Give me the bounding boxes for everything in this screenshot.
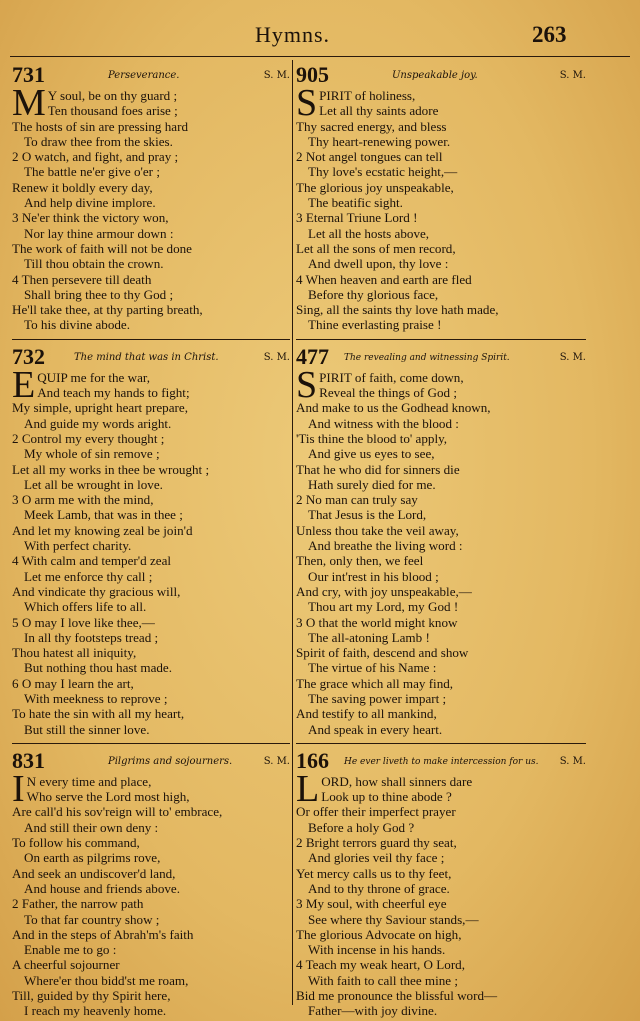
verse-line bbox=[296, 302, 586, 317]
verse-line-text: 4 When heaven and earth are fled bbox=[296, 271, 472, 287]
verse-line bbox=[12, 538, 290, 553]
hymn-separator bbox=[296, 737, 586, 744]
verse-line-text: With incense in his hands. bbox=[308, 942, 446, 958]
verse-line bbox=[296, 866, 586, 881]
verse-line-text: The all-atoning Lamb ! bbox=[308, 629, 430, 645]
hymn-verses bbox=[296, 363, 586, 737]
verse-line bbox=[296, 584, 586, 599]
verse-line-text: Unless thou take the veil away, bbox=[296, 522, 459, 538]
verse-line bbox=[296, 210, 586, 225]
verse-line bbox=[12, 88, 290, 103]
hymn-verses bbox=[12, 767, 290, 1019]
verse-line-text: 4 Teach my weak heart, O Lord, bbox=[296, 957, 465, 973]
verse-line-text: Shall bring thee to thy God ; bbox=[24, 286, 174, 302]
drop-cap: E bbox=[12, 363, 36, 406]
hymn-heading bbox=[296, 62, 586, 88]
verse-line-text: To follow his command, bbox=[12, 835, 140, 851]
verse-line-text: Are call'd his sov'reign will to' embrace, bbox=[12, 804, 223, 820]
verse-line bbox=[12, 660, 290, 675]
verse-line bbox=[296, 957, 586, 972]
verse-line bbox=[12, 1003, 290, 1018]
verse-line bbox=[12, 256, 290, 271]
hymn-number: 831 bbox=[12, 747, 45, 773]
verse-line-text: The hosts of sin are pressing hard bbox=[12, 118, 188, 134]
verse-line bbox=[12, 988, 290, 1003]
verse-line-text: Yet mercy calls us to thy feet, bbox=[296, 865, 452, 881]
verse-line-text: 2 Not angel tongues can tell bbox=[296, 149, 443, 165]
verse-line bbox=[12, 789, 290, 804]
verse-line-text: That he who did for sinners die bbox=[296, 461, 460, 477]
hymn-731 bbox=[12, 62, 290, 340]
verse-line bbox=[296, 119, 586, 134]
verse-line-text: Sing, all the saints thy love hath made, bbox=[296, 302, 499, 318]
verse-line-text: Before thy glorious face, bbox=[308, 286, 439, 302]
verse-line bbox=[12, 431, 290, 446]
verse-line-text: Enable me to go : bbox=[24, 942, 117, 958]
verse-line bbox=[12, 722, 290, 737]
verse-line bbox=[296, 912, 586, 927]
hymn-verses bbox=[296, 767, 586, 1019]
verse-line-text: Let all thy saints adore bbox=[319, 103, 439, 119]
hymn-meter: S. M. bbox=[263, 70, 290, 81]
verse-line-text: Spirit of faith, descend and show bbox=[296, 645, 469, 661]
verse-line bbox=[12, 164, 290, 179]
verse-line bbox=[296, 134, 586, 149]
verse-line-text: To hate the sin with all my heart, bbox=[12, 706, 185, 722]
verse-line bbox=[296, 660, 586, 675]
verse-line bbox=[12, 462, 290, 477]
verse-line bbox=[12, 881, 290, 896]
verse-line-text: The glorious Advocate on high, bbox=[296, 926, 462, 942]
hymn-meter: S. M. bbox=[263, 351, 290, 363]
verse-line bbox=[296, 477, 586, 492]
verse-line-text: And let my knowing zeal be join'd bbox=[12, 522, 193, 538]
hymn-831 bbox=[12, 748, 290, 1019]
verse-line-text: Look up to thine abode ? bbox=[321, 789, 452, 805]
verse-line bbox=[296, 988, 586, 1003]
verse-line bbox=[296, 149, 586, 164]
verse-line bbox=[296, 88, 586, 103]
verse-line bbox=[296, 164, 586, 179]
verse-line bbox=[296, 569, 586, 584]
verse-line-text: Thou hatest all iniquity, bbox=[12, 645, 137, 661]
verse-line-text: PIRIT of faith, come down, bbox=[319, 369, 464, 385]
verse-line bbox=[12, 180, 290, 195]
hymn-verses bbox=[12, 363, 290, 737]
left-column bbox=[12, 60, 290, 1019]
verse-line bbox=[296, 835, 586, 850]
verse-line bbox=[12, 370, 290, 385]
verse-line bbox=[12, 615, 290, 630]
verse-line-text: 3 My soul, with cheerful eye bbox=[296, 896, 447, 912]
verse-line-text: 2 Bright terrors guard thy seat, bbox=[296, 835, 457, 851]
verse-line-text: Thy love's ecstatic height,— bbox=[308, 164, 458, 180]
verse-line-text: N every time and place, bbox=[26, 773, 152, 789]
verse-line bbox=[12, 835, 290, 850]
verse-line bbox=[296, 195, 586, 210]
verse-line bbox=[12, 912, 290, 927]
verse-line bbox=[12, 302, 290, 317]
verse-line bbox=[12, 691, 290, 706]
verse-line bbox=[12, 569, 290, 584]
verse-line bbox=[296, 523, 586, 538]
verse-line-text: To that far country show ; bbox=[24, 911, 160, 927]
running-title: Hymns. bbox=[255, 22, 331, 47]
verse-line bbox=[12, 820, 290, 835]
hymn-separator bbox=[296, 333, 586, 340]
verse-line bbox=[296, 553, 586, 568]
verse-line-text: And dwell upon, thy love : bbox=[308, 256, 449, 272]
verse-line bbox=[12, 927, 290, 942]
verse-line-text: Hath surely died for me. bbox=[308, 476, 436, 492]
verse-line bbox=[296, 630, 586, 645]
verse-line-text: Till, guided by thy Spirit here, bbox=[12, 988, 171, 1004]
verse-line-text: 5 O may I love like thee,— bbox=[12, 614, 155, 630]
verse-line-text: Before a holy God ? bbox=[308, 819, 415, 835]
hymn-number: 166 bbox=[296, 747, 329, 773]
verse-line bbox=[12, 287, 290, 302]
hymn-heading bbox=[296, 344, 586, 370]
verse-line bbox=[296, 272, 586, 287]
verse-line-text: 4 Then persevere till death bbox=[12, 271, 152, 287]
hymn-title: The mind that was in Christ. bbox=[74, 351, 219, 363]
verse-line bbox=[296, 896, 586, 911]
hymn-separator bbox=[12, 333, 290, 340]
verse-line-text: Which offers life to all. bbox=[24, 599, 147, 615]
verse-line-text: A cheerful sojourner bbox=[12, 957, 120, 973]
verse-line bbox=[296, 706, 586, 721]
verse-line-text: And seek an undiscover'd land, bbox=[12, 865, 176, 881]
verse-line-text: 2 No man can truly say bbox=[296, 492, 418, 508]
verse-line-text: With faith to call thee mine ; bbox=[308, 972, 459, 988]
hymn-meter: S. M. bbox=[263, 755, 290, 767]
verse-line-text: Reveal the things of God ; bbox=[319, 385, 457, 401]
verse-line bbox=[12, 584, 290, 599]
verse-line bbox=[12, 942, 290, 957]
verse-line-text: To draw thee from the skies. bbox=[24, 133, 173, 149]
verse-line bbox=[12, 477, 290, 492]
verse-line-text: And teach my hands to fight; bbox=[37, 385, 190, 401]
verse-line bbox=[296, 973, 586, 988]
verse-line-text: Let me enforce thy call ; bbox=[24, 568, 153, 584]
verse-line bbox=[12, 226, 290, 241]
verse-line bbox=[296, 820, 586, 835]
verse-line-text: The beatific sight. bbox=[308, 195, 403, 211]
verse-line-text: 2 Control my every thought ; bbox=[12, 430, 165, 446]
hymn-number: 731 bbox=[12, 62, 45, 87]
verse-line-text: And make to us the Godhead known, bbox=[296, 400, 491, 416]
hymn-meter: S. M. bbox=[559, 351, 586, 363]
page-number: 263 bbox=[532, 22, 567, 47]
verse-line bbox=[296, 416, 586, 431]
verse-line-text: Ten thousand foes arise ; bbox=[47, 103, 178, 119]
verse-line bbox=[12, 630, 290, 645]
verse-line bbox=[296, 507, 586, 522]
hymn-heading bbox=[12, 344, 290, 370]
verse-line-text: And give us eyes to see, bbox=[308, 446, 435, 462]
verse-line-text: And witness with the blood : bbox=[308, 415, 459, 431]
verse-line-text: Let all the sons of men record, bbox=[296, 240, 456, 256]
verse-line-text: And to thy throne of grace. bbox=[308, 880, 450, 896]
hymn-separator bbox=[12, 737, 290, 744]
hymn-166 bbox=[296, 748, 586, 1019]
hymn-title: The revealing and witnessing Spirit. bbox=[344, 352, 510, 363]
verse-line-text: Father—with joy divine. bbox=[308, 1003, 438, 1019]
verse-line bbox=[12, 645, 290, 660]
verse-line-text: And glories veil thy face ; bbox=[308, 850, 445, 866]
verse-line bbox=[296, 722, 586, 737]
verse-line-text: Thine everlasting praise ! bbox=[308, 317, 442, 333]
verse-line bbox=[296, 385, 586, 400]
hymn-heading bbox=[296, 748, 586, 774]
verse-line bbox=[296, 241, 586, 256]
verse-line-text: Renew it boldly every day, bbox=[12, 179, 153, 195]
verse-line bbox=[296, 615, 586, 630]
verse-line bbox=[12, 492, 290, 507]
verse-line bbox=[12, 850, 290, 865]
verse-line-text: I reach my heavenly home. bbox=[24, 1003, 167, 1019]
verse-line bbox=[12, 272, 290, 287]
verse-line bbox=[296, 789, 586, 804]
page-header bbox=[0, 22, 640, 54]
verse-line-text: But still the sinner love. bbox=[24, 721, 150, 737]
verse-line-text: Our int'rest in his blood ; bbox=[308, 568, 439, 584]
verse-line-text: The grace which all may find, bbox=[296, 675, 454, 691]
verse-line bbox=[296, 645, 586, 660]
verse-line-text: The virtue of his Name : bbox=[308, 660, 437, 676]
verse-line-text: On earth as pilgrims rove, bbox=[24, 850, 161, 866]
verse-line bbox=[12, 957, 290, 972]
verse-line-text: And testify to all mankind, bbox=[296, 706, 437, 722]
verse-line-text: See where thy Saviour stands,— bbox=[308, 911, 479, 927]
verse-line-text: Y soul, be on thy guard ; bbox=[47, 88, 178, 103]
verse-line-text: The glorious joy unspeakable, bbox=[296, 179, 454, 195]
verse-line bbox=[12, 973, 290, 988]
verse-line bbox=[296, 927, 586, 942]
verse-line-text: Nor lay thine armour down : bbox=[24, 225, 174, 241]
verse-line-text: 2 Father, the narrow path bbox=[12, 896, 144, 912]
verse-line bbox=[12, 804, 290, 819]
verse-line bbox=[12, 507, 290, 522]
verse-line-text: He'll take thee, at thy parting breath, bbox=[12, 302, 203, 318]
verse-line-text: Let all be wrought in love. bbox=[24, 476, 163, 492]
verse-line-text: The saving power impart ; bbox=[308, 690, 447, 706]
verse-line-text: My simple, upright heart prepare, bbox=[12, 400, 188, 416]
verse-line bbox=[12, 241, 290, 256]
verse-line bbox=[296, 850, 586, 865]
right-column bbox=[296, 60, 586, 1019]
verse-line bbox=[296, 691, 586, 706]
verse-line-text: Thy sacred energy, and bless bbox=[296, 118, 447, 134]
verse-line bbox=[12, 400, 290, 415]
verse-line bbox=[296, 180, 586, 195]
verse-line-text: My whole of sin remove ; bbox=[24, 446, 160, 462]
verse-line-text: To his divine abode. bbox=[24, 317, 130, 333]
verse-line bbox=[296, 317, 586, 332]
hymn-title: Perseverance. bbox=[108, 70, 180, 81]
verse-line bbox=[296, 226, 586, 241]
verse-line-text: 3 Ne'er think the victory won, bbox=[12, 210, 169, 226]
verse-line bbox=[296, 599, 586, 614]
verse-line-text: And guide my words aright. bbox=[24, 415, 172, 431]
hymn-number: 905 bbox=[296, 62, 329, 87]
verse-line-text: In all thy footsteps tread ; bbox=[24, 629, 159, 645]
column-divider bbox=[292, 60, 293, 1005]
verse-line bbox=[12, 896, 290, 911]
hymn-meter: S. M. bbox=[559, 755, 586, 767]
header-rule bbox=[10, 56, 630, 57]
hymn-number: 732 bbox=[12, 343, 45, 369]
hymn-title: He ever liveth to make intercession for us. bbox=[344, 756, 539, 767]
hymn-title: Pilgrims and sojourners. bbox=[108, 755, 233, 767]
verse-line bbox=[296, 804, 586, 819]
verse-line-text: And speak in every heart. bbox=[308, 721, 443, 737]
verse-line-text: And house and friends above. bbox=[24, 880, 180, 896]
verse-line-text: 6 O may I learn the art, bbox=[12, 675, 134, 691]
verse-line bbox=[296, 400, 586, 415]
verse-line-text: With perfect charity. bbox=[24, 538, 132, 554]
verse-line-text: QUIP me for the war, bbox=[37, 369, 151, 385]
verse-line bbox=[12, 774, 290, 789]
drop-cap: L bbox=[296, 767, 320, 810]
verse-line bbox=[296, 103, 586, 118]
verse-line-text: And vindicate thy gracious will, bbox=[12, 583, 181, 599]
drop-cap: M bbox=[12, 82, 46, 124]
verse-line-text: And in the steps of Abrah'm's faith bbox=[12, 926, 194, 942]
verse-line-text: And help divine implore. bbox=[24, 195, 156, 211]
verse-line-text: Let all my works in thee be wrought ; bbox=[12, 461, 210, 477]
verse-line bbox=[296, 1003, 586, 1018]
verse-line bbox=[12, 706, 290, 721]
verse-line bbox=[296, 370, 586, 385]
verse-line bbox=[296, 492, 586, 507]
verse-line-text: With meekness to reprove ; bbox=[24, 690, 168, 706]
verse-line bbox=[296, 881, 586, 896]
verse-line bbox=[12, 317, 290, 332]
verse-line bbox=[296, 942, 586, 957]
verse-line bbox=[296, 676, 586, 691]
verse-line bbox=[296, 774, 586, 789]
verse-line-text: 4 With calm and temper'd zeal bbox=[12, 553, 172, 569]
hymn-verses bbox=[12, 82, 290, 333]
verse-line-text: Bid me pronounce the blissful word— bbox=[296, 988, 498, 1004]
verse-line-text: Then, only then, we feel bbox=[296, 553, 424, 569]
verse-line-text: Till thou obtain the crown. bbox=[24, 256, 164, 272]
verse-line bbox=[296, 462, 586, 477]
verse-line-text: That Jesus is the Lord, bbox=[308, 507, 427, 523]
verse-line bbox=[12, 553, 290, 568]
verse-line-text: And still their own deny : bbox=[24, 819, 159, 835]
verse-line bbox=[12, 523, 290, 538]
verse-line bbox=[12, 416, 290, 431]
verse-line-text: 3 O arm me with the mind, bbox=[12, 492, 154, 508]
verse-line-text: The battle ne'er give o'er ; bbox=[24, 164, 160, 180]
verse-line-text: 3 Eternal Triune Lord ! bbox=[296, 210, 418, 226]
verse-line-text: And breathe the living word : bbox=[308, 538, 463, 554]
verse-line bbox=[12, 446, 290, 461]
verse-line bbox=[12, 149, 290, 164]
verse-line bbox=[296, 431, 586, 446]
hymn-905 bbox=[296, 62, 586, 340]
verse-line bbox=[12, 676, 290, 691]
verse-line bbox=[12, 385, 290, 400]
verse-line-text: 3 O that the world might know bbox=[296, 614, 458, 630]
verse-line-text: Who serve the Lord most high, bbox=[26, 789, 190, 805]
verse-line bbox=[296, 446, 586, 461]
verse-line bbox=[12, 134, 290, 149]
verse-line-text: 2 O watch, and fight, and pray ; bbox=[12, 149, 179, 165]
verse-line-text: Or offer their imperfect prayer bbox=[296, 804, 456, 820]
verse-line bbox=[12, 103, 290, 118]
verse-line-text: 'Tis thine the blood to' apply, bbox=[296, 430, 448, 446]
verse-line-text: And cry, with joy unspeakable,— bbox=[296, 583, 472, 599]
drop-cap: I bbox=[12, 767, 25, 810]
verse-line-text: Thy heart-renewing power. bbox=[308, 133, 451, 149]
verse-line bbox=[12, 119, 290, 134]
verse-line bbox=[12, 599, 290, 614]
verse-line-text: ORD, how shall sinners dare bbox=[321, 773, 473, 789]
verse-line-text: Thou art my Lord, my God ! bbox=[308, 599, 459, 615]
verse-line-text: Where'er thou bidd'st me roam, bbox=[24, 972, 189, 988]
verse-line bbox=[12, 195, 290, 210]
verse-line bbox=[296, 538, 586, 553]
verse-line-text: PIRIT of holiness, bbox=[319, 88, 416, 103]
hymn-heading bbox=[12, 62, 290, 88]
hymn-heading bbox=[12, 748, 290, 774]
hymn-title: Unspeakable joy. bbox=[392, 70, 478, 81]
verse-line-text: But nothing thou hast made. bbox=[24, 660, 173, 676]
verse-line-text: Let all the hosts above, bbox=[308, 225, 430, 241]
verse-line bbox=[296, 287, 586, 302]
verse-line bbox=[296, 256, 586, 271]
drop-cap: S bbox=[296, 363, 318, 406]
drop-cap: S bbox=[296, 82, 318, 124]
verse-line bbox=[12, 866, 290, 881]
hymn-verses bbox=[296, 82, 586, 333]
verse-line-text: Meek Lamb, that was in thee ; bbox=[24, 507, 183, 523]
hymn-732 bbox=[12, 344, 290, 744]
verse-line-text: The work of faith will not be done bbox=[12, 240, 192, 256]
hymn-477 bbox=[296, 344, 586, 744]
verse-line bbox=[12, 210, 290, 225]
hymn-number: 477 bbox=[296, 343, 329, 369]
hymn-meter: S. M. bbox=[559, 70, 586, 81]
